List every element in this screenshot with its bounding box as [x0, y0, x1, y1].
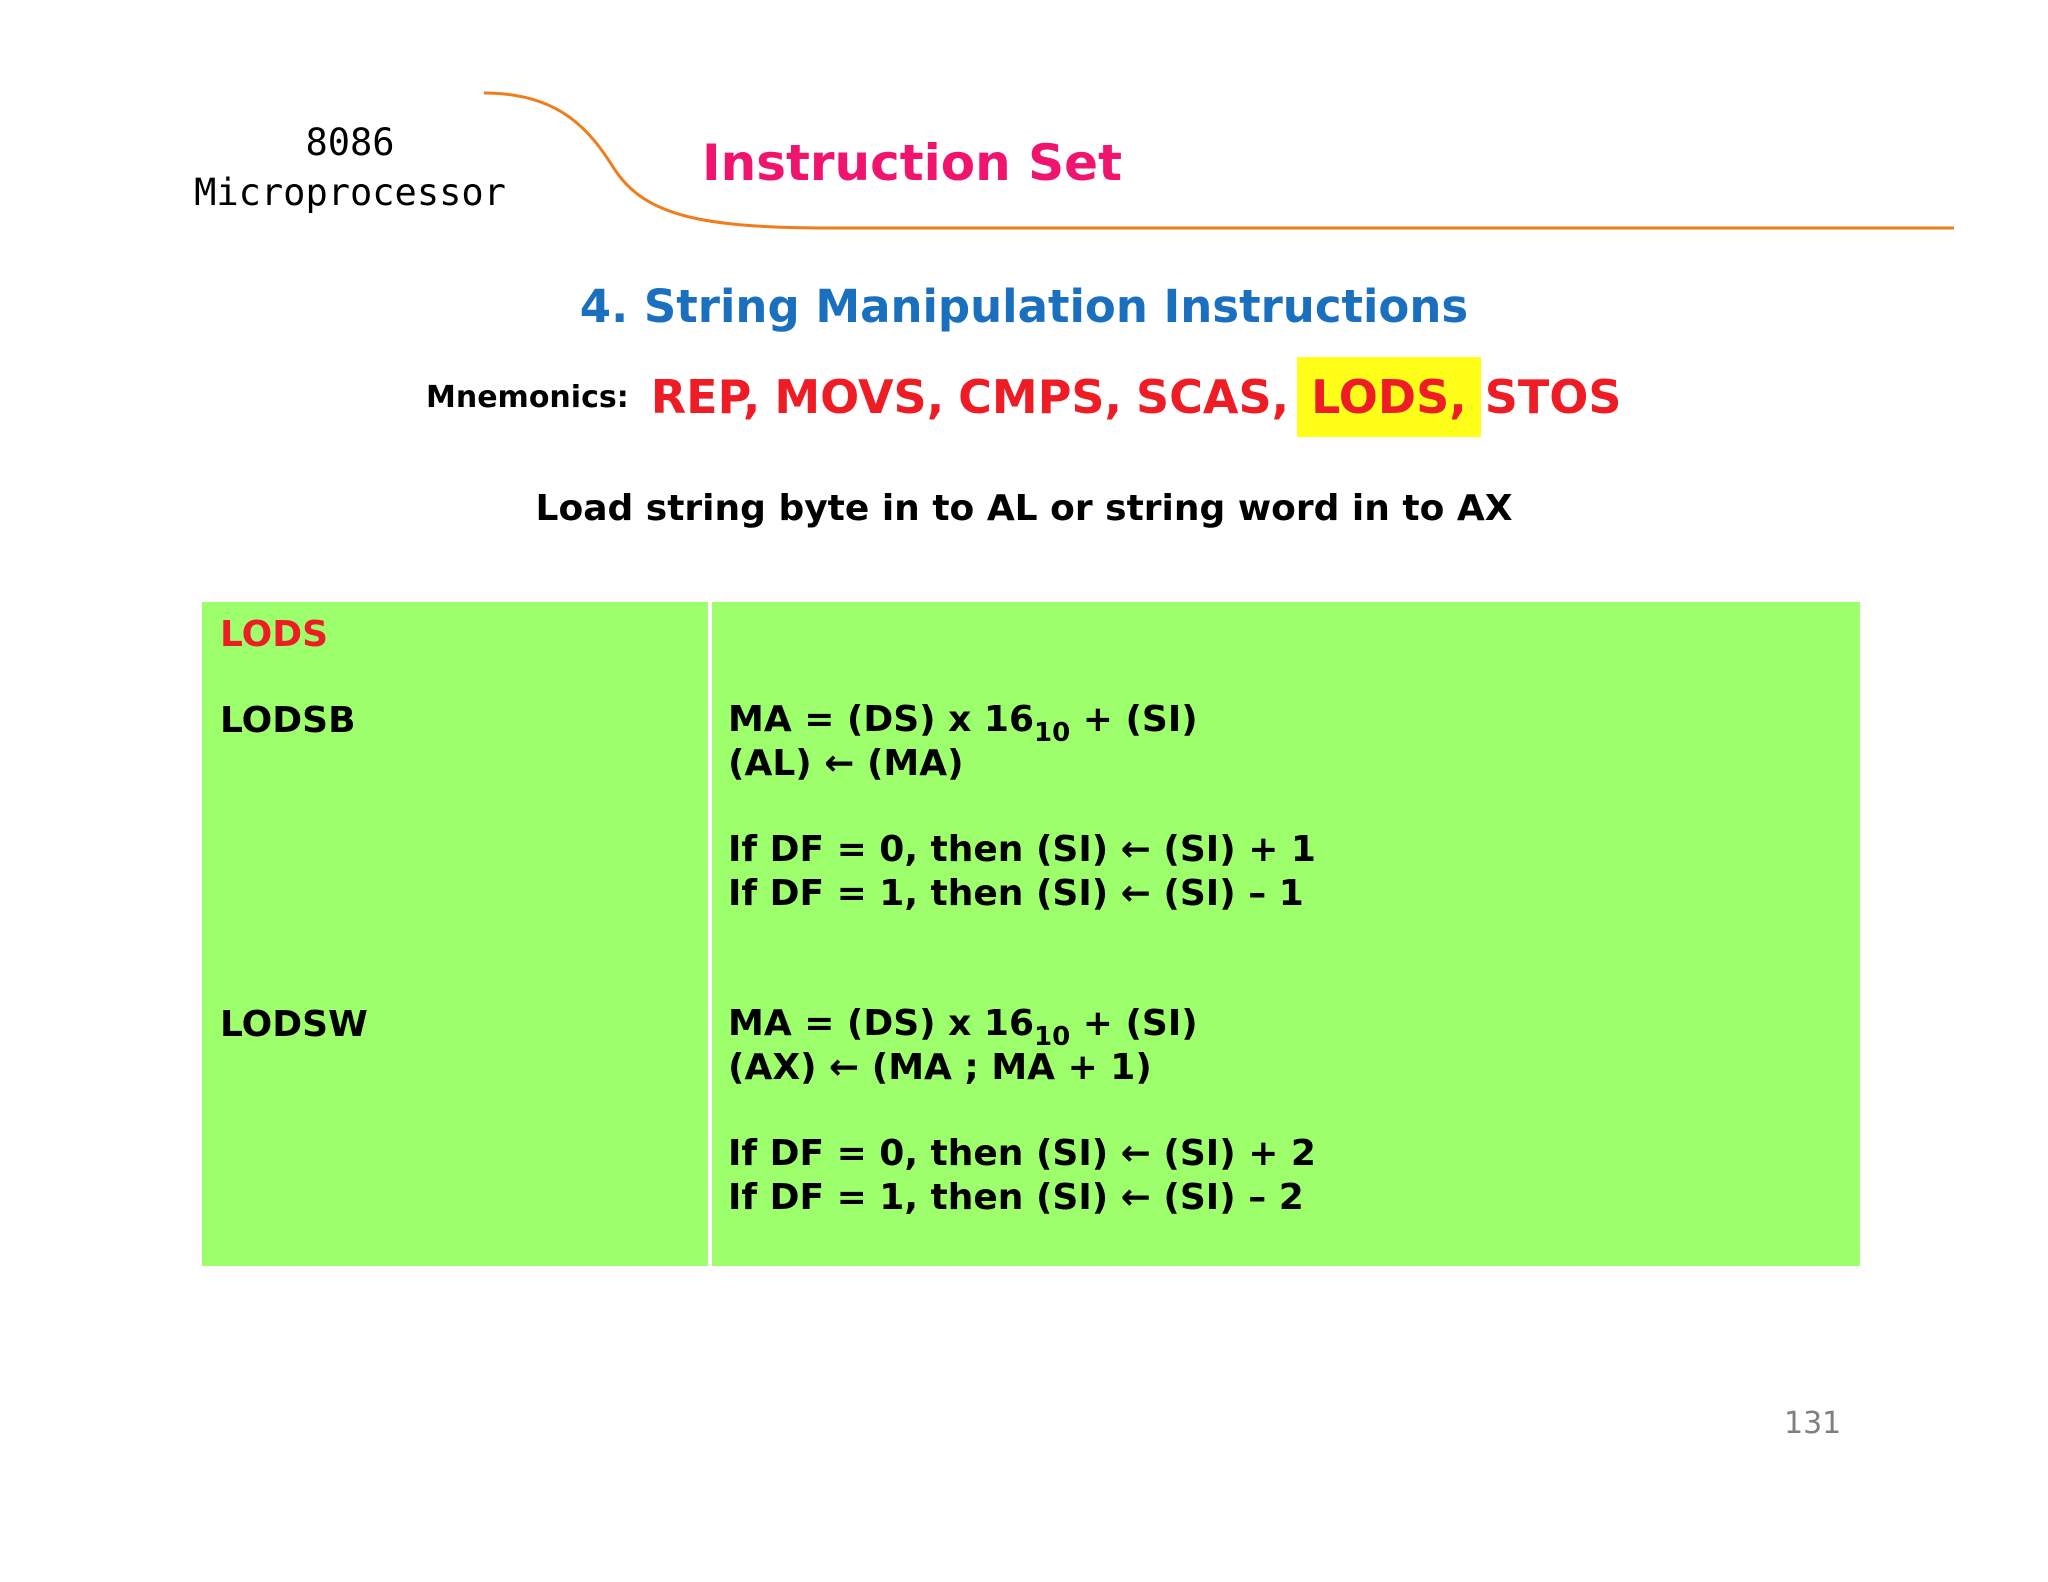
- mnemonic-scas: SCAS,: [1136, 370, 1290, 424]
- page-number: 131: [1784, 1406, 1842, 1441]
- operation-block-lodsw: [728, 1002, 1316, 1220]
- instruction-name-column: [202, 602, 708, 1266]
- instruction-name-lodsb: LODSB: [220, 700, 356, 741]
- df-one-rule: If DF = 1, then (SI) ← (SI) – 1: [728, 873, 1304, 914]
- mnemonics-label: Mnemonics:: [426, 379, 629, 415]
- mnemonic-lods-highlighted: LODS,: [1297, 357, 1481, 437]
- df-zero-rule: If DF = 0, then (SI) ← (SI) + 2: [728, 1133, 1316, 1174]
- mnemonic-rep: REP,: [650, 370, 761, 424]
- course-label-line2: Microprocessor: [194, 171, 506, 214]
- formula-subscript: 10: [1034, 1022, 1071, 1052]
- load-operation: (AL) ← (MA): [728, 743, 964, 784]
- instruction-name-lodsw: LODSW: [220, 1004, 368, 1045]
- table-heading: LODS: [220, 614, 329, 655]
- formula-rhs: + (SI): [1070, 1003, 1198, 1044]
- formula-lhs: MA = (DS) x 16: [728, 1003, 1035, 1044]
- course-label: [170, 118, 530, 218]
- mnemonic-movs: MOVS,: [774, 370, 945, 424]
- load-operation: (AX) ← (MA ; MA + 1): [728, 1047, 1152, 1088]
- operation-block-lodsb: [728, 698, 1316, 916]
- mnemonics-row: [426, 360, 1621, 434]
- instruction-operation-column: [712, 602, 1860, 1266]
- instruction-description: Load string byte in to AL or string word in to AX: [535, 488, 1513, 529]
- mnemonic-stos: STOS: [1484, 370, 1622, 424]
- instruction-table: [202, 602, 1860, 1266]
- course-label-line1: 8086: [305, 121, 395, 164]
- section-title: 4. String Manipulation Instructions: [579, 280, 1469, 333]
- memory-address-formula: [728, 1002, 1316, 1052]
- df-zero-rule: If DF = 0, then (SI) ← (SI) + 1: [728, 829, 1316, 870]
- mnemonic-cmps: CMPS,: [958, 370, 1123, 424]
- slide-title: Instruction Set: [702, 134, 1122, 192]
- formula-subscript: 10: [1034, 718, 1071, 748]
- formula-rhs: + (SI): [1070, 699, 1198, 740]
- memory-address-formula: [728, 698, 1316, 748]
- formula-lhs: MA = (DS) x 16: [728, 699, 1035, 740]
- df-one-rule: If DF = 1, then (SI) ← (SI) – 2: [728, 1177, 1304, 1218]
